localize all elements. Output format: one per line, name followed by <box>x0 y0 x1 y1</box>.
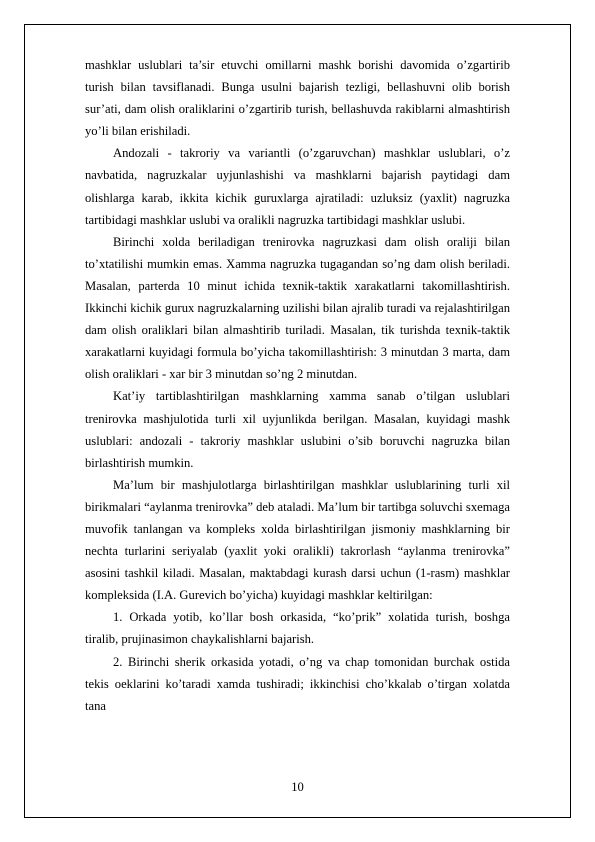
paragraph-5: Ma’lum bir mashjulotlarga birlashtirilgan mashklar uslublarining turli xil birikmalari “aylanma trenirovka” deb ataladi. Ma’lum bir tartibga soluvchi sxemaga muvofik tanlangan va kompleks xolda birlashtirilgan jismoniy mashklarning bir nechta turlarini seriyalab (yaxlit yoki oralikli) takrorlash “aylanma trenirovka” asosini tashkil kiladi. Masalan, maktabdagi kurash darsi uchun (1-rasm) mashklar kompleksida (I.A. Gurevich bo’yicha) kuyidagi mashklar keltirilgan: <box>85 477 510 603</box>
paragraph-3: Birinchi xolda beriladigan trenirovka nagruzkasi dam olish oraliji bilan to’xtatilishi mumkin emas. Xamma nagruzka tugagandan so’ng dam olish beriladi. Masalan, parterda 10 minut ichida texnik-taktik xarakatlarni takomillashtirish. Ikkinchi kichik gurux nagruzkalarning uzilishi bilan ajralib turadi va rejalashtirilgan dam olish oraliklari bilan almashtirib turiladi. Masalan, tik turishda texnik-taktik xarakatlarni kuyidagi formula bo’yicha takomillashtirish: 3 minutdan 3 marta, dam olish oraliklari - xar bir 3 minutdan so’ng 2 minutdan. <box>85 234 510 382</box>
page-number: 10 <box>291 780 304 794</box>
paragraph-4: Kat’iy tartiblashtirilgan mashklarning xamma sanab o’tilgan uslublari trenirovka mashjulotida turli xil uyjunlikda berilgan. Masalan, kuyidagi mashk uslublari: andozali - takroriy mashklar uslubini o’sib boruvchi nagruzka bilan birlashtirish mumkin. <box>85 389 510 470</box>
document-body <box>85 54 510 717</box>
paragraph-7: 2. Birinchi sherik orkasida yotadi, o’ng va chap tomonidan burchak ostida tekis oeklarini ko’taradi xamda tushiradi; ikkinchisi cho’kkalab o’tirgan xolatda tana <box>85 654 510 713</box>
paragraph-6: 1. Orkada yotib, ko’llar bosh orkasida, “ko’prik” xolatida turish, boshga tiralib, prujinasimon chaykalishlarni bajarish. <box>85 610 510 647</box>
paragraph-1: mashklar uslublari ta’sir etuvchi omillarni mashk borishi davomida o’zgartirib turish bilan tavsiflanadi. Bunga usulni bajarish tezligi, bellashuvni olib borish sur’ati, dam olish oraliklarini o’zgartirib turish, bellashuvda rakiblarni almashtirish yo’li bilan erishiladi. <box>85 58 510 139</box>
paragraph-2: Andozali - takroriy va variantli (o’zgaruvchan) mashklar uslublari, o’z navbatida, nagruzkalar uyjunlashishi va mashklarni bajarish paytidagi dam olishlarga karab, ikkita kichik guruxlarga ajratiladi: uzluksiz (yaxlit) nagruzka tartibidagi mashklar uslubi va oralikli nagruzka tartibidagi mashklar uslubi. <box>85 146 510 227</box>
